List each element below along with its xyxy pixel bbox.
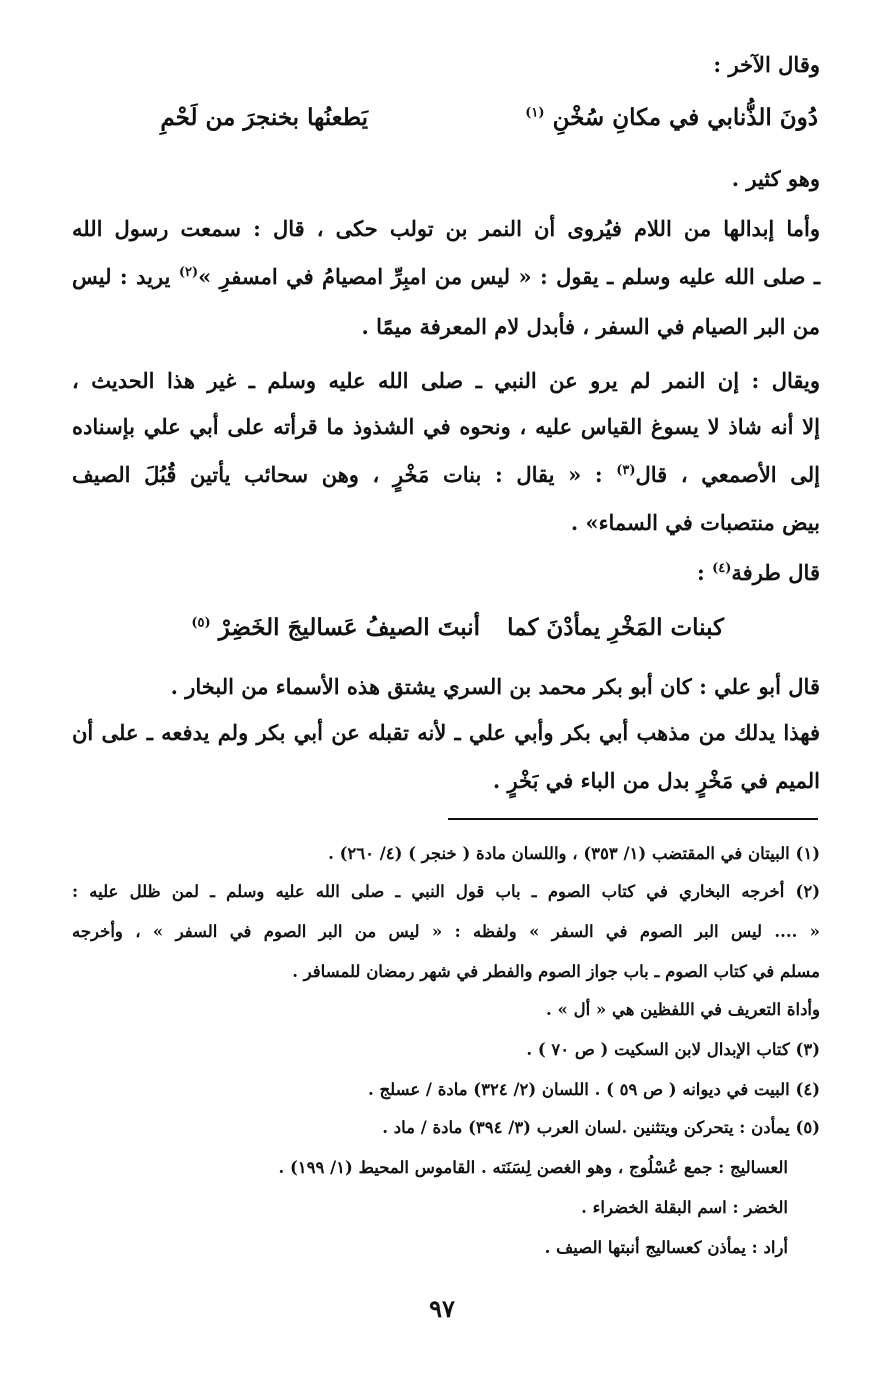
footnote-separator [448,818,818,820]
verse-hemistich: كبنات المَخْرِ يمأدْنَ كما [507,614,724,641]
page-number: ٩٧ [429,1294,455,1323]
footnote-ref: (١) [525,105,545,121]
text-line: الميم في مَخْرٍ بدل من الباء في بَخْرٍ . [492,768,820,793]
text-run: يريد : ليس [72,264,179,289]
text-run: : [697,560,713,585]
text-line: ويقال : إن النمر لم يرو عن النبي ـ صلى الله عليه وسلم ـ غير هذا الحديث ، [72,368,820,393]
footnote: وأداة التعريف في اللفظين هي « أل » . [546,1000,820,1019]
text-line: وأما إبدالها من اللام فيُروى أن النمر بن تولب حكى ، قال : سمعت رسول الله [72,216,820,241]
text-line: من البر الصيام في السفر ، فأبدل لام المعرفة ميمًا . [361,314,820,339]
text-line: وقال الآخر : [713,52,820,77]
text-run: ـ صلى الله عليه وسلم ـ يقول : « ليس من امبِرِّ امصيامُ في امسفرِ » [198,264,821,289]
footnote-ref: (٣) [616,463,636,478]
text-line [72,460,820,490]
footnote-ref: (٤) [712,561,732,576]
footnote: مسلم في كتاب الصوم ـ باب جواز الصوم والفطر في شهر رمضان للمسافر . [292,962,820,981]
verse-text: دُونَ الذُّنابي في مكانِ سُخْنِ [552,104,818,131]
text-line: فهذا يدلك من مذهب أبي بكر وأبي علي ـ لأنه تقبله عن أبي بكر ولم يدفعه ـ على أن [72,720,820,745]
verse-hemistich [525,102,818,134]
footnote: (٣) كتاب الإبدال لابن السكيت ( ص ٧٠ ) . [526,1040,820,1059]
footnote: أراد : يمأذن كعساليج أنبتها الصيف . [544,1238,788,1257]
text-line: قال أبو علي : كان أبو بكر محمد بن السري يشتق هذه الأسماء من البخار . [170,674,820,699]
verse-hemistich [191,612,480,644]
text-run: إلى الأصمعي ، قال [635,462,821,487]
footnote: « .... ليس البر الصوم في السفر » ولفظه : « ليس من البر الصوم في السفر » ، وأخرجه [72,922,820,941]
footnote: العساليج : جمع عُسْلُوج ، وهو الغصن لِسَنَته . القاموس المحيط (١/ ١٩٩) . [278,1158,788,1177]
text-line [72,262,820,292]
text-run: : « يقال : بنات مَخْرٍ ، وهن سحائب يأتين قُبُلَ الصيف [72,462,617,487]
footnote: (٢) أخرجه البخاري في كتاب الصوم ـ باب قول النبي ـ صلى الله عليه وسلم ـ لمن ظلل عليه : [72,882,820,901]
footnote: الخضر : اسم البقلة الخضراء . [581,1198,788,1217]
footnote: (١) البيتان في المقتضب (١/ ٣٥٣) ، واللسان مادة ( خنجر ) (٤/ ٢٦٠) . [328,844,820,863]
text-line: بيض منتصبات في السماء» . [570,510,820,535]
footnote: (٥) يمأدن : يتحركن ويتثنين .لسان العرب (٣/ ٣٩٤) مادة / ماد . [382,1118,820,1137]
text-run: قال طرفة [731,560,820,585]
text-line [697,558,820,588]
footnote: (٤) البيت في ديوانه ( ص ٥٩ ) . اللسان (٢/ ٣٢٤) مادة / عسلج . [368,1080,820,1099]
text-line: إلا أنه شاذ لا يسوغ القياس عليه ، ونحوه في الشذوذ ما قرأته على أبي علي بإسناده [72,414,820,439]
verse-text: أنبتَ الصيفُ عَساليجَ الخَضِرْ [218,614,480,641]
footnote-ref: (٥) [191,615,211,631]
verse-hemistich: يَطعنُها بخنجرَ من لَحْمِ [160,104,368,131]
text-line: وهو كثير . [731,166,820,191]
footnote-ref: (٢) [178,265,199,280]
